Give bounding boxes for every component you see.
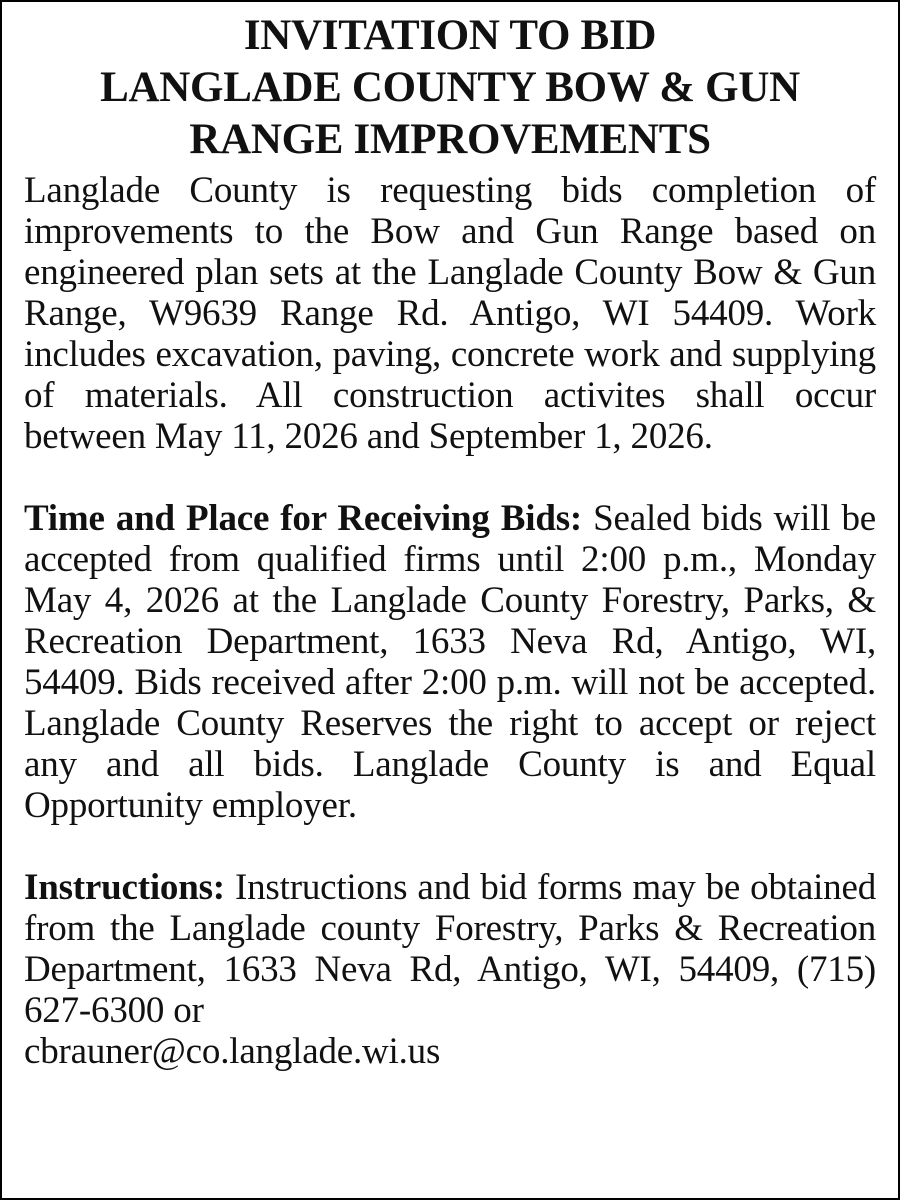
title-line-1: INVITATION TO BID [243, 12, 657, 59]
title-line-3: RANGE IMPROVEMENTS [189, 116, 711, 163]
receiving-bids-paragraph [24, 498, 876, 826]
receiving-bids-heading: Time and Place for Receiving Bids: [24, 498, 583, 539]
contact-phone: (715) 627-6300 or [24, 949, 877, 1031]
notice-title [24, 10, 876, 166]
instructions-heading: Instructions: [24, 867, 225, 908]
instructions-body: Instructions and bid forms may be obtained from the Langlade county Forestry, Parks & Recreation Department, 1633 Neva Rd, Antigo, WI, 54409, [24, 867, 876, 990]
paragraph-spacer [24, 457, 876, 498]
paragraph-spacer [24, 826, 876, 867]
receiving-bids-body: Sealed bids will be accepted from qualified firms until 2:00 p.m., Monday May 4, 2026 at the Langlade County Forestry, Parks, & Recreation Department, 1633 Neva Rd, Antigo, WI, 54409. Bids received after 2:00 p.m. will not be accepted. Langlade County Reserves the right to accept or reject any and all bids. Langlade County is and Equal Opportunity employer. [24, 498, 876, 826]
title-line-2: LANGLADE COUNTY BOW & GUN [100, 64, 800, 111]
contact-email: cbrauner@co.langlade.wi.us [24, 1031, 441, 1072]
instructions-paragraph [24, 867, 876, 1072]
intro-paragraph: Langlade County is requesting bids completion of improvements to the Bow and Gun Range based on engineered plan sets at the Langlade County Bow & Gun Range, W9639 Range Rd. Antigo, WI 54409. Work includes excavation, paving, concrete work and supplying of materials. All construction activites shall occur between May 11, 2026 and September 1, 2026. [24, 170, 876, 457]
